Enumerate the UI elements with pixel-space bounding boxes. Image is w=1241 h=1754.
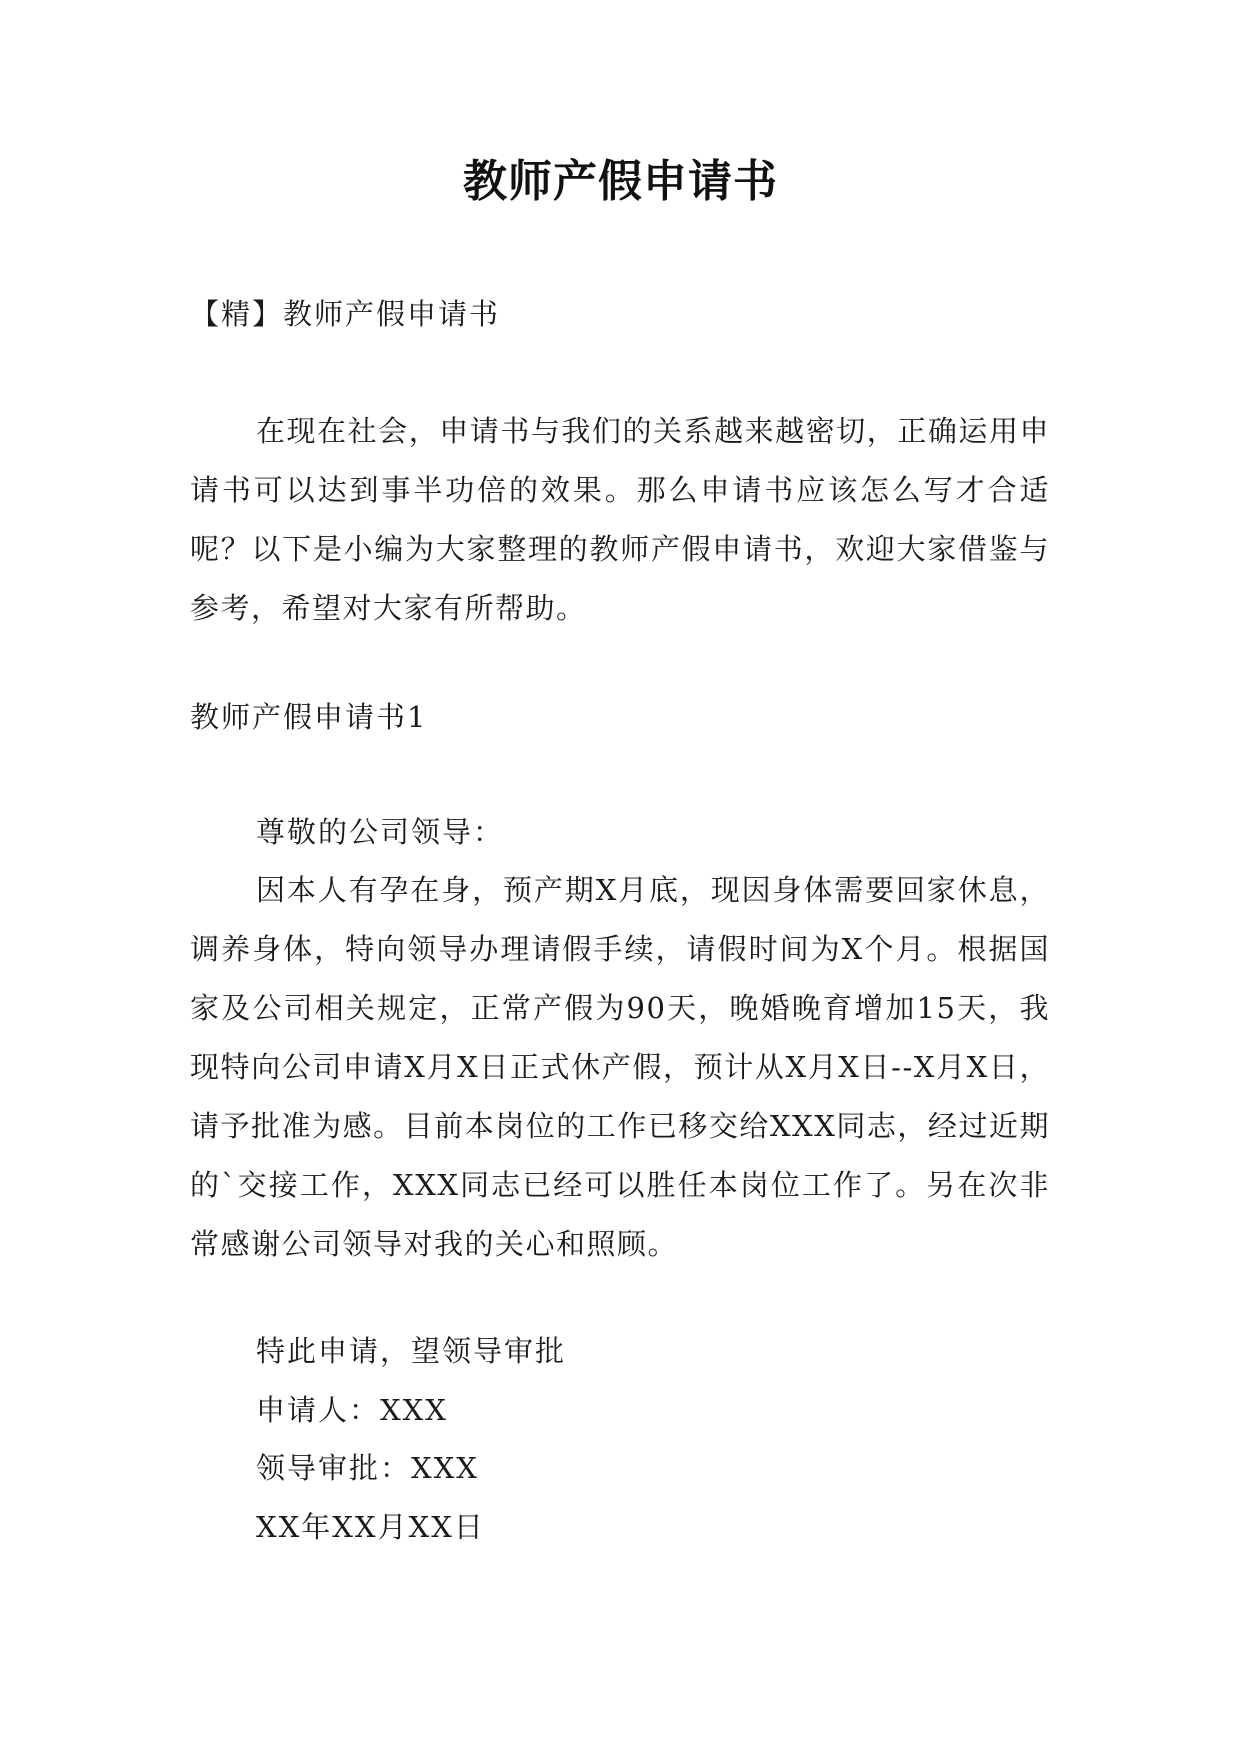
- document-subtitle: 【精】教师产假申请书: [190, 297, 501, 331]
- approval-line: 领导审批：XXX: [256, 1451, 479, 1485]
- section-heading: 教师产假申请书1: [190, 700, 428, 734]
- applicant-line: 申请人：XXX: [256, 1393, 448, 1427]
- closing-line: 特此申请，望领导审批: [256, 1334, 567, 1368]
- salutation: 尊敬的公司领导：: [256, 815, 505, 849]
- date-line: XX年XX月XX日: [256, 1510, 485, 1544]
- document-title: 教师产假申请书: [463, 156, 778, 207]
- body-paragraph: 因本人有孕在身，预产期X月底，现因身体需要回家休息，调养身体，特向领导办理请假手续，请假时间为X个月。根据国家及公司相关规定，正常产假为90天，晚婚晚育增加15天，我现特向公司申请X月X日正式休产假，预计从X月X日--X月X日，请予批准为感。目前本岗位的工作已移交给XXX同志，经过近期的`交接工作，XXX同志已经可以胜任本岗位工作了。另在次非常感谢公司领导对我的关心和照顾。: [190, 873, 1050, 1261]
- intro-paragraph: 在现在社会，申请书与我们的关系越来越密切，正确运用申请书可以达到事半功倍的效果。那么申请书应该怎么写才合适呢？以下是小编为大家整理的教师产假申请书，欢迎大家借鉴与参考，希望对大家有所帮助。: [190, 414, 1050, 625]
